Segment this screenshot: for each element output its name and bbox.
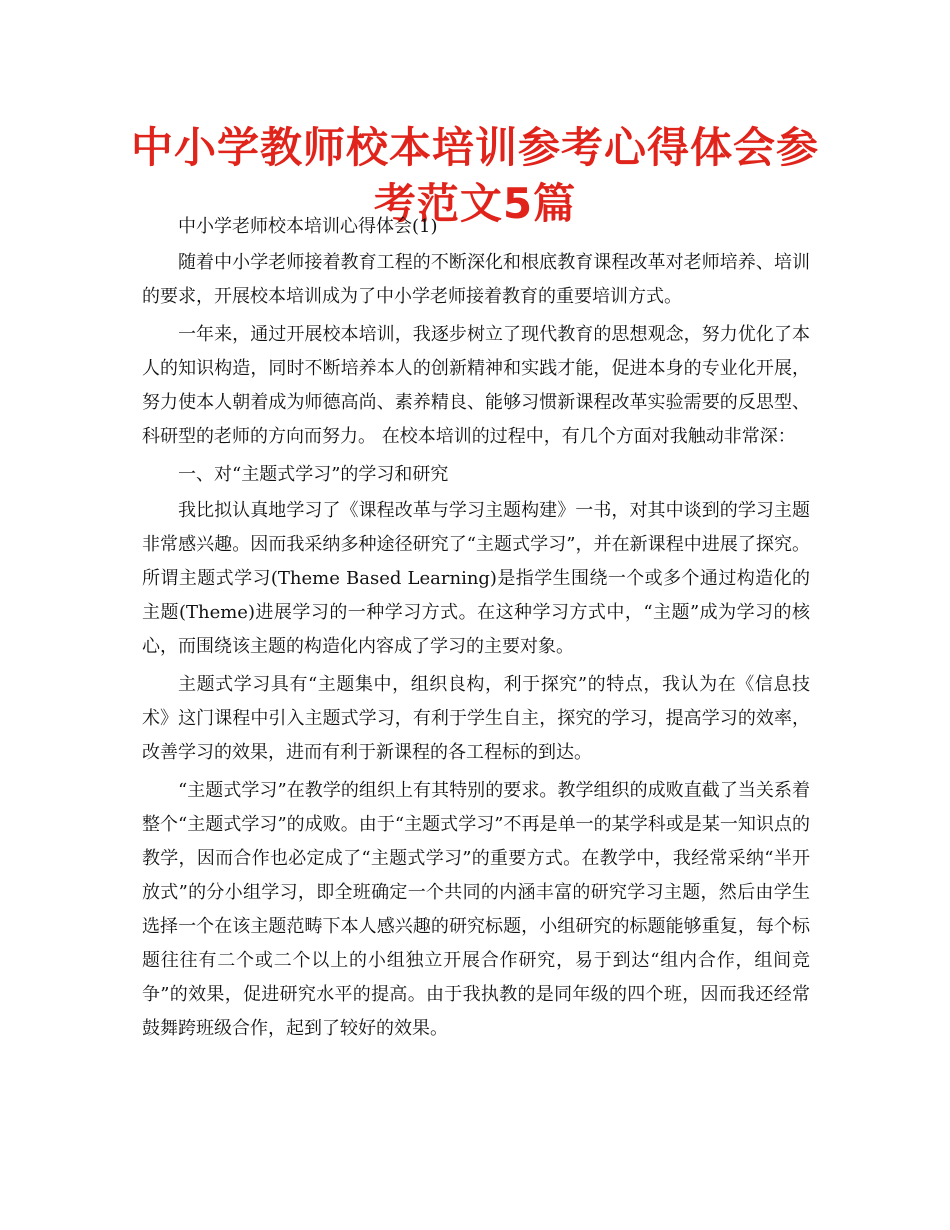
document-title: 中小学教师校本培训参考心得体会参考范文5篇 (130, 123, 819, 228)
section-heading-2: 一、对“主题式学习”的学习和研究 (178, 464, 449, 485)
section-heading-1: 中小学老师校本培训心得体会(1) (178, 216, 438, 237)
paragraph-1: 随着中小学老师接着教育工程的不断深化和根底教育课程改革对老师培养、培训的要求，开展校本培训成为了中小学老师接着教育的重要培训方式。 (142, 252, 810, 307)
paragraph-3: 我比拟认真地学习了《课程改革与学习主题构建》一书，对其中谈到的学习主题非常感兴趣。因而我采纳多种途径研究了“主题式学习”，并在新课程中进展了探究。 所谓主题式学习(Theme Based Learning)是指学生围绕一个或多个通过构造化的主题(Theme)进展学习的一种学习方式。在这种学习方式中，“主题”成为学习的核心，而围绕该主题的构造化内容成了学习的主要对象。 (142, 500, 810, 657)
paragraph-4: 主题式学习具有“主题集中，组织良构，利于探究”的特点，我认为在《信息技术》这门课程中引入主题式学习，有利于学生自主，探究的学习，提高学习的效率，改善学习的效果，进而有利于新课程的各工程标的到达。 (142, 674, 810, 763)
document-body (142, 210, 810, 1050)
paragraph-5: “主题式学习”在教学的组织上有其特别的要求。教学组织的成败直截了当关系着整个“主题式学习”的成败。由于“主题式学习”不再是单一的某学科或是某一知识点的教学，因而合作也必定成了“主题式学习”的重要方式。在教学中，我经常采纳“半开放式”的分小组学习，即全班确定一个共同的内涵丰富的研究学习主题，然后由学生选择一个在该主题范畴下本人感兴趣的研究标题，小组研究的标题能够重复，每个标题往往有二个或二个以上的小组独立开展合作研究，易于到达“组内合作，组间竞争”的效果，促进研究水平的提高。由于我执教的是同年级的四个班，因而我还经常鼓舞跨班级合作，起到了较好的效果。 (142, 780, 810, 1039)
paragraph-2: 一年来，通过开展校本培训，我逐步树立了现代教育的思想观念，努力优化了本人的知识构造，同时不断培养本人的创新精神和实践才能，促进本身的专业化开展，努力使本人朝着成为师德高尚、素养精良、能够习惯新课程改革实验需要的反思型、科研型的老师的方向而努力。 在校本培训的过程中，有几个方面对我触动非常深： (142, 324, 810, 447)
